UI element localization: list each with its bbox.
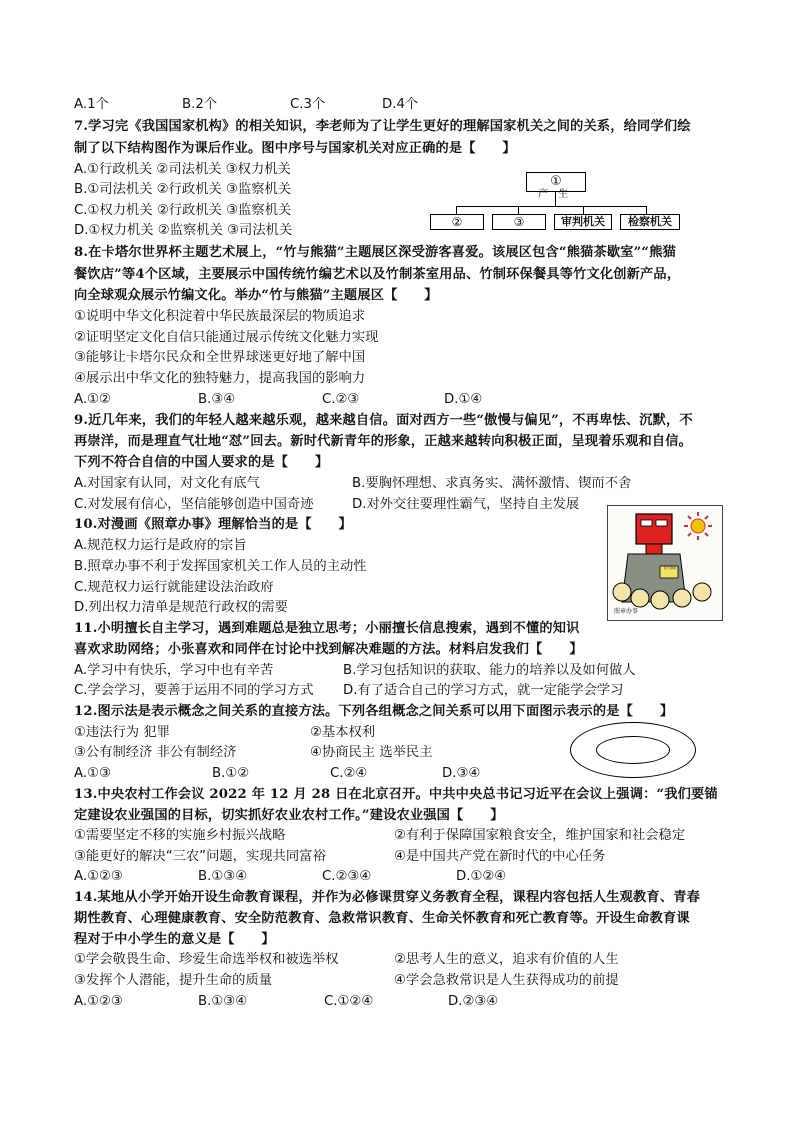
q13-option-b: B.①③④ <box>198 869 248 884</box>
q9-option-b: B.要胸怀理想、求真务实、满怀激情、锲而不舍 <box>352 476 632 491</box>
q8-stem-line1: 8.在卡塔尔世界杯主题艺术展上，“竹与熊猫”主题展区深受游客喜爱。该展区包含“熊猫茶歇室”“熊猫 <box>74 245 676 260</box>
q6-option-a: A.1个 <box>74 97 109 112</box>
q12-stem: 12.图示法是表示概念之间关系的直接方法。下列各组概念之间关系可以用下面图示表示的是【 】 <box>74 704 674 719</box>
q12-option-a: A.①③ <box>74 766 111 781</box>
q14-option-a: A.①②③ <box>74 994 123 1009</box>
diagram-top-box: ① <box>526 172 586 192</box>
q10-option-c: C.规范权力运行就能建设法治政府 <box>74 580 274 595</box>
q14-stem-line2: 期性教育、心理健康教育、安全防范教育、急救常识教育、生命关怀教育和死亡教育等。开设生命教育课 <box>74 911 690 926</box>
q10-cartoon <box>607 505 723 621</box>
q13-stem-line2: 定建设农业强国的目标，切实抓好农业农村工作。”建设农业强国【 】 <box>74 808 504 823</box>
q12-statement-2: ②基本权利 <box>310 725 376 740</box>
q14-statement-4: ④学会急救常识是人生获得成功的前提 <box>394 973 619 988</box>
diagram-drop-1 <box>456 206 457 214</box>
q10-stem: 10.对漫画《照章办事》理解恰当的是【 】 <box>74 517 352 532</box>
q14-option-c: C.①②④ <box>324 994 374 1009</box>
q8-option-c: C.②③ <box>322 392 360 407</box>
q9-stem-line1: 9.近几年来，我们的年轻人越来越乐观，越来越自信。面对西方一些“傲慢与偏见”，不再卑怯、沉默，不 <box>74 413 693 428</box>
q11-stem-line1: 11.小明擅长自主学习，遇到难题总是独立思考；小丽擅长信息搜索，遇到不懂的知识 <box>74 621 580 636</box>
inner-ellipse <box>596 736 670 764</box>
q8-option-d: D.①④ <box>444 392 483 407</box>
cartoon-illustration <box>608 506 722 620</box>
q8-option-b: B.③④ <box>198 392 236 407</box>
q11-option-d: D.有了适合自己的学习方式，就一定能学会学习 <box>343 683 624 698</box>
official-figure <box>622 514 686 602</box>
q14-statement-1: ①学会敬畏生命、珍爱生命选举权和被选举权 <box>74 952 339 967</box>
q13-statement-2: ②有利于保障国家粮食安全，维护国家和社会稳定 <box>394 828 686 843</box>
sun-icon <box>684 512 712 540</box>
q6-option-b: B.2个 <box>182 97 218 112</box>
q11-stem-line2: 喜欢求助网络；小张喜欢和同伴在讨论中找到解决难题的方法。材料启发我们【 】 <box>74 642 583 657</box>
diagram-box-2: ② <box>430 214 484 230</box>
diagram-arrow-label: 产 生 <box>538 189 568 200</box>
q14-option-b: B.①③④ <box>198 994 248 1009</box>
q8-option-a: A.①② <box>74 392 111 407</box>
q14-stem-line1: 14.某地从小学开始开设生命教育课程，并作为必修课贯穿义务教育全程，课程内容包括人生观教育、青春 <box>74 890 700 905</box>
q13-option-a: A.①②③ <box>74 869 123 884</box>
q8-statement-1: ①说明中华文化积淀着中华民族最深层的物质追求 <box>74 309 366 324</box>
q13-option-d: D.①②④ <box>456 869 507 884</box>
q10-option-d: D.列出权力清单是规范行政权的需要 <box>74 600 288 615</box>
q7-option-b: B.①司法机关 ②行政机关 ③监察机关 <box>74 182 292 197</box>
q11-option-c: C.学会学习，要善于运用不同的学习方式 <box>74 683 314 698</box>
q6-option-d: D.4个 <box>382 97 419 112</box>
q12-concept-diagram <box>570 722 696 778</box>
q7-option-d: D.①权力机关 ②监察机关 ③司法机关 <box>74 223 293 238</box>
q14-statement-3: ③发挥个人潜能，提升生命的质量 <box>74 973 273 988</box>
q9-option-a: A.对国家有认同，对文化有底气 <box>74 476 260 491</box>
q14-option-d: D.②③④ <box>448 994 499 1009</box>
diagram-drop-2 <box>518 206 519 214</box>
q12-statement-4: ④协商民主 选举民主 <box>310 745 433 760</box>
diagram-box-3: ③ <box>492 214 546 230</box>
q12-statement-3: ③公有制经济 非公有制经济 <box>74 745 237 760</box>
q6-option-c: C.3个 <box>290 97 326 112</box>
diagram-drop-3 <box>583 206 584 214</box>
q13-statement-4: ④是中国共产党在新时代的中心任务 <box>394 849 606 864</box>
q7-option-c: C.①权力机关 ②行政机关 ③监察机关 <box>74 203 292 218</box>
q8-stem-line2: 餐饮店”等4个区域，主要展示中国传统竹编艺术以及竹制茶室用品、竹制环保餐具等竹文化创新产品， <box>74 267 681 282</box>
q13-option-c: C.②③④ <box>322 869 372 884</box>
q10-option-b: B.照章办事不利于发挥国家机关工作人员的主动性 <box>74 559 367 574</box>
q14-statement-2: ②思考人生的意义，追求有价值的人生 <box>394 952 619 967</box>
diagram-branch-line <box>456 206 646 207</box>
q9-stem-line3: 下列不符合自信的中国人要求的是【 】 <box>74 455 329 470</box>
q12-option-b: B.①② <box>212 766 250 781</box>
q7-structure-diagram <box>430 170 700 234</box>
q11-option-a: A.学习中有快乐，学习中也有辛苦 <box>74 663 274 678</box>
q13-stem-line1: 13.中央农村工作会议 2022 年 12 月 28 日在北京召开。中共中央总书记习近平在会议上强调：“我们要锚 <box>74 787 718 802</box>
q12-statement-1: ①违法行为 犯罪 <box>74 725 170 740</box>
q9-option-c: C.对发展有信心，坚信能够创造中国奇迹 <box>74 497 314 512</box>
q8-statement-3: ③能够让卡塔尔民众和全世界球迷更好地了解中国 <box>74 350 366 365</box>
q11-option-b: B.学习包括知识的获取、能力的培养以及如何做人 <box>343 663 636 678</box>
q7-option-a: A.①行政机关 ②司法机关 ③权力机关 <box>74 162 291 177</box>
diagram-box-procuratorate: 检察机关 <box>620 214 680 230</box>
q7-stem-line1: 7.学习完《我国国家机构》的相关知识，李老师为了让学生更好的理解国家机关之间的关系，给同学们绘 <box>74 119 691 134</box>
q8-stem-line3: 向全球观众展示竹编文化。举办“竹与熊猫”主题展区【 】 <box>74 288 438 303</box>
diagram-box-court: 审判机关 <box>554 214 612 230</box>
q7-stem-line2: 制了以下结构图作为课后作业。图中序号与国家机关对应正确的是【 】 <box>74 141 516 156</box>
q9-option-d: D.对外交往要理性霸气，坚持自主发展 <box>352 497 580 512</box>
cartoon-caption: 照章办事 <box>614 608 639 615</box>
q8-statement-4: ④展示出中华文化的独特魅力，提高我国的影响力 <box>74 371 366 386</box>
q14-stem-line3: 程对于中小学生的意义是【 】 <box>74 932 275 947</box>
q12-option-c: C.②④ <box>330 766 368 781</box>
q13-statement-1: ①需要坚定不移的实施乡村振兴战略 <box>74 828 286 843</box>
cartoon-sign: 权力清单 <box>664 566 677 570</box>
q13-statement-3: ③能更好的解决“三农”问题，实现共同富裕 <box>74 849 326 864</box>
q9-stem-line2: 再崇洋，而是理直气壮地“怼”回去。新时代新青年的形象，正越来越转向积极正面，呈现着乐观和自信。 <box>74 434 693 449</box>
diagram-drop-4 <box>646 206 647 214</box>
q10-option-a: A.规范权力运行是政府的宗旨 <box>74 538 247 553</box>
q8-statement-2: ②证明坚定文化自信只能通过展示传统文化魅力实现 <box>74 330 379 345</box>
q12-option-d: D.③④ <box>442 766 481 781</box>
